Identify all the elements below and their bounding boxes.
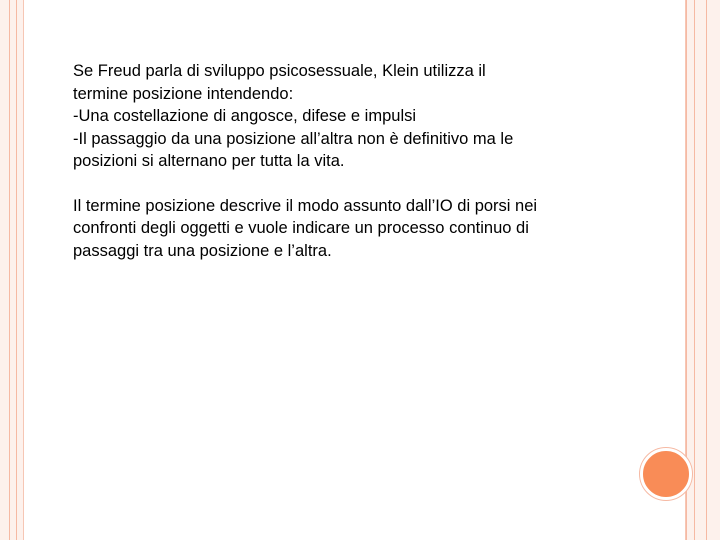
paragraph2-line-3: passaggi tra una posizione e l’altra. [73, 241, 332, 260]
left-border-line-inner [16, 0, 17, 540]
slide-text-body [73, 60, 613, 262]
paragraph1-line-1: Se Freud parla di sviluppo psicosessuale, Klein utilizza il [73, 62, 486, 80]
right-border-line-edge [706, 0, 707, 540]
paragraph1-line-4: -Il passaggio da una posizione all’altra non è definitivo ma le [73, 129, 514, 148]
left-border-line-outer [9, 0, 10, 540]
decorative-orange-circle [640, 448, 692, 500]
paragraph1-line-5: posizioni si alternano per tutta la vita. [73, 152, 345, 170]
paragraph2-line-2: confronti degli oggetti e vuole indicare un processo continuo di [73, 219, 529, 237]
paragraph1-line-2: termine posizione intendendo: [73, 84, 294, 103]
paragraph2-line-1: Il termine posizione descrive il modo assunto dall’IO di porsi nei [73, 196, 538, 215]
paragraph-spacer [73, 173, 613, 195]
paragraph1-line-3: -Una costellazione di angosce, difese e impulsi [73, 107, 417, 125]
right-border-line-outer [694, 0, 695, 540]
